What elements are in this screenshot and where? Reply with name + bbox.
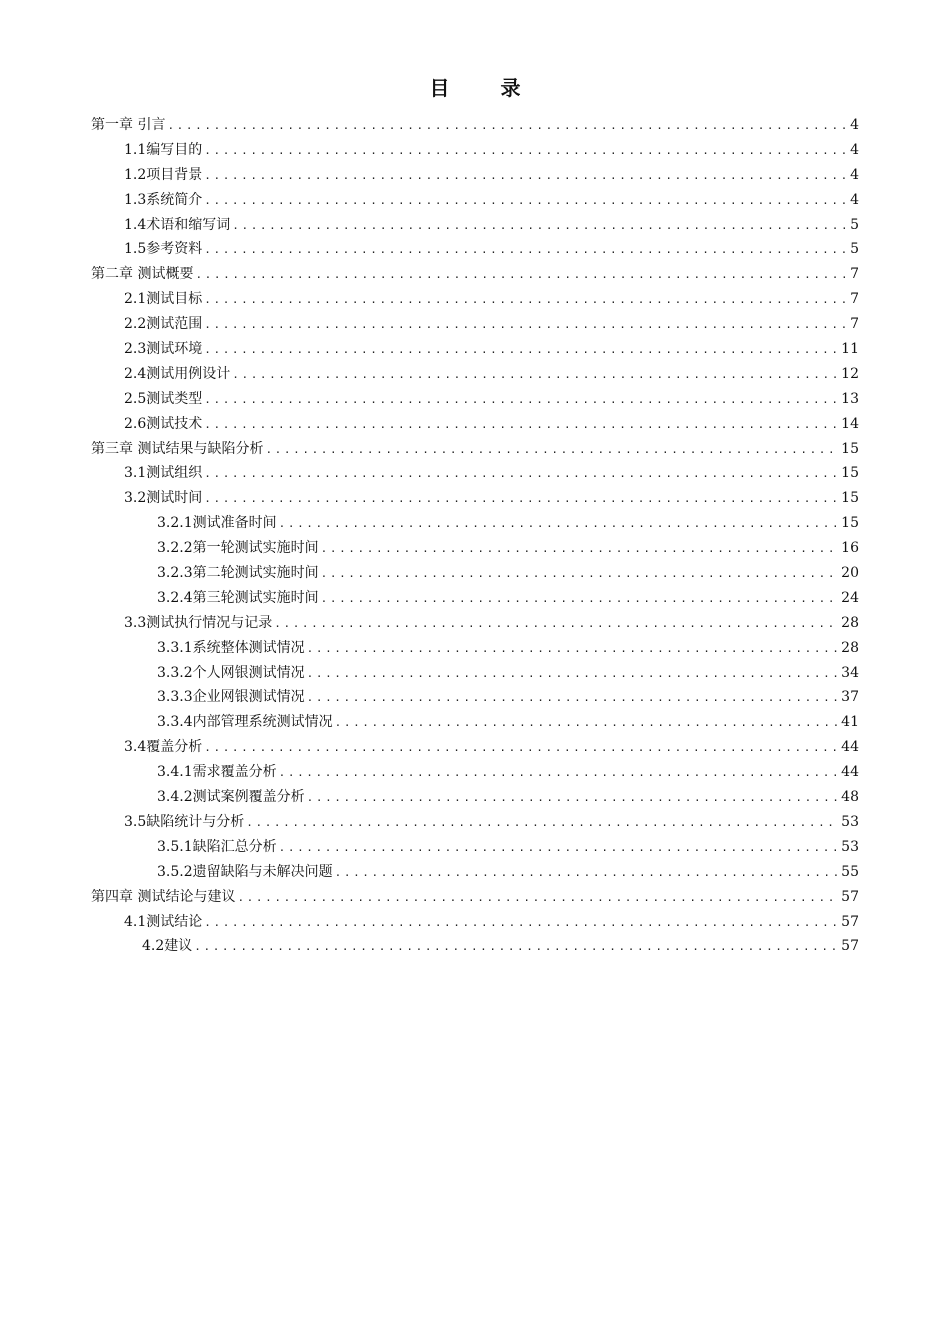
toc-entry-page-number: 53 [841, 838, 859, 855]
toc-entry-page-number: 7 [850, 291, 859, 308]
toc-dot-leader [195, 263, 848, 288]
toc-entry[interactable] [91, 287, 859, 312]
toc-entry-page-number: 15 [841, 440, 859, 457]
toc-entry[interactable] [91, 835, 859, 860]
toc-entry[interactable] [91, 885, 859, 910]
toc-entry-page-number: 44 [841, 764, 859, 781]
toc-entry[interactable] [91, 685, 859, 710]
toc-entry[interactable] [91, 810, 859, 835]
toc-entry-label: 1.1编写目的 [124, 141, 203, 158]
table-of-contents [91, 113, 859, 959]
toc-entry[interactable] [91, 163, 859, 188]
toc-entry-label: 第三章 测试结果与缺陷分析 [91, 440, 264, 457]
toc-dot-leader [265, 438, 839, 463]
toc-dot-leader [335, 861, 840, 886]
toc-dot-leader [279, 512, 840, 537]
toc-entry[interactable] [91, 262, 859, 287]
toc-entry[interactable] [91, 362, 859, 387]
toc-dot-leader [204, 413, 839, 438]
toc-entry-label: 第二章 测试概要 [91, 266, 194, 283]
toc-entry[interactable] [91, 461, 859, 486]
toc-entry-page-number: 14 [841, 415, 859, 432]
toc-entry-label: 3.5.2遗留缺陷与未解决问题 [157, 863, 333, 880]
toc-dot-leader [204, 462, 839, 487]
toc-entry-page-number: 57 [841, 888, 859, 905]
toc-entry-label: 3.2.2第一轮测试实施时间 [157, 540, 319, 557]
page-title: 目 录 [429, 76, 543, 100]
toc-dot-leader [321, 587, 840, 612]
toc-dot-leader [274, 612, 839, 637]
toc-entry-page-number: 15 [841, 515, 859, 532]
toc-dot-leader [279, 761, 840, 786]
toc-entry-page-number: 34 [841, 664, 859, 681]
toc-entry[interactable] [91, 910, 859, 935]
toc-entry[interactable] [91, 536, 859, 561]
toc-entry-label: 3.5.1缺陷汇总分析 [157, 838, 277, 855]
toc-entry-label: 3.4.1需求覆盖分析 [157, 764, 277, 781]
toc-entry-label: 2.3测试环境 [124, 341, 203, 358]
toc-entry-label: 3.2.1测试准备时间 [157, 515, 277, 532]
toc-entry-page-number: 16 [841, 540, 859, 557]
toc-entry-label: 3.3.3企业网银测试情况 [157, 689, 305, 706]
toc-entry-label: 4.1测试结论 [124, 913, 203, 930]
toc-entry-page-number: 37 [841, 689, 859, 706]
toc-entry-page-number: 11 [841, 341, 859, 358]
toc-dot-leader [335, 711, 840, 736]
toc-entry-page-number: 57 [841, 938, 859, 955]
toc-entry-page-number: 5 [850, 216, 859, 233]
toc-entry-label: 1.2项目背景 [124, 166, 203, 183]
toc-entry-page-number: 28 [841, 639, 859, 656]
toc-entry-label: 3.2.3第二轮测试实施时间 [157, 565, 319, 582]
toc-entry-page-number: 41 [841, 714, 859, 731]
toc-dot-leader [194, 935, 839, 960]
toc-dot-leader [204, 736, 839, 761]
toc-dot-leader [204, 189, 848, 214]
toc-entry-page-number: 12 [841, 365, 859, 382]
toc-entry[interactable] [91, 213, 859, 238]
toc-dot-leader [204, 911, 839, 936]
toc-entry-page-number: 24 [841, 589, 859, 606]
toc-dot-leader [204, 313, 848, 338]
toc-entry-label: 3.5缺陷统计与分析 [124, 813, 245, 830]
toc-entry[interactable] [91, 412, 859, 437]
toc-entry-page-number: 7 [850, 316, 859, 333]
toc-entry[interactable] [91, 511, 859, 536]
toc-dot-leader [307, 637, 840, 662]
toc-dot-leader [307, 686, 840, 711]
toc-entry[interactable] [91, 710, 859, 735]
toc-entry-page-number: 4 [850, 166, 859, 183]
toc-entry-page-number: 4 [850, 141, 859, 158]
toc-entry-label: 3.3.2个人网银测试情况 [157, 664, 305, 681]
toc-dot-leader [204, 388, 839, 413]
toc-entry-label: 3.1测试组织 [124, 465, 203, 482]
toc-entry-label: 3.3.1系统整体测试情况 [157, 639, 305, 656]
toc-entry[interactable] [91, 337, 859, 362]
toc-entry-page-number: 15 [841, 490, 859, 507]
toc-dot-leader [167, 114, 848, 139]
toc-dot-leader [204, 338, 839, 363]
toc-entry-label: 3.2测试时间 [124, 490, 203, 507]
toc-entry[interactable] [91, 188, 859, 213]
toc-entry-label: 4.2建议 [142, 938, 193, 955]
toc-entry[interactable] [91, 561, 859, 586]
toc-entry[interactable] [91, 138, 859, 163]
toc-entry-page-number: 4 [850, 117, 859, 133]
toc-entry-label: 3.2.4第三轮测试实施时间 [157, 589, 319, 606]
toc-entry-label: 2.2测试范围 [124, 316, 203, 333]
toc-entry[interactable] [91, 611, 859, 636]
toc-entry-label: 2.6测试技术 [124, 415, 203, 432]
toc-entry[interactable] [91, 237, 859, 262]
toc-entry-label: 第四章 测试结论与建议 [91, 888, 236, 905]
toc-dot-leader [204, 487, 839, 512]
toc-entry-label: 2.5测试类型 [124, 390, 203, 407]
toc-dot-leader [204, 139, 848, 164]
toc-entry-label: 3.4.2测试案例覆盖分析 [157, 789, 305, 806]
toc-entry-label: 3.3.4内部管理系统测试情况 [157, 714, 333, 731]
toc-entry-label: 1.5参考资料 [124, 241, 203, 258]
toc-entry[interactable] [91, 735, 859, 760]
toc-dot-leader [321, 562, 840, 587]
toc-dot-leader [232, 363, 839, 388]
toc-entry-label: 1.4术语和缩写词 [124, 216, 231, 233]
toc-entry[interactable] [91, 387, 859, 412]
toc-dot-leader [204, 238, 848, 263]
toc-entry-page-number: 4 [850, 191, 859, 208]
toc-entry-page-number: 13 [841, 390, 859, 407]
toc-entry-page-number: 44 [841, 739, 859, 756]
toc-entry-page-number: 7 [850, 266, 859, 283]
toc-entry-label: 2.1测试目标 [124, 291, 203, 308]
toc-entry-page-number: 55 [841, 863, 859, 880]
toc-dot-leader [232, 214, 848, 239]
toc-dot-leader [279, 836, 840, 861]
toc-entry[interactable] [91, 661, 859, 686]
toc-entry-page-number: 57 [841, 913, 859, 930]
toc-entry-label: 3.4覆盖分析 [124, 739, 203, 756]
toc-entry-label: 3.3测试执行情况与记录 [124, 614, 273, 631]
toc-entry[interactable] [91, 636, 859, 661]
toc-entry-page-number: 28 [841, 614, 859, 631]
toc-dot-leader [307, 662, 840, 687]
toc-entry[interactable] [91, 860, 859, 885]
toc-entry[interactable] [91, 437, 859, 462]
toc-entry-label: 1.3系统简介 [124, 191, 203, 208]
toc-dot-leader [204, 288, 848, 313]
toc-entry-page-number: 53 [841, 813, 859, 830]
toc-entry[interactable] [91, 934, 859, 959]
toc-entry[interactable] [91, 113, 859, 138]
toc-dot-leader [321, 537, 840, 562]
toc-entry[interactable] [91, 785, 859, 810]
toc-entry-label: 第一章 引言 [91, 117, 166, 133]
toc-entry[interactable] [91, 312, 859, 337]
toc-entry-page-number: 20 [841, 565, 859, 582]
toc-dot-leader [204, 164, 848, 189]
toc-entry-page-number: 48 [841, 789, 859, 806]
toc-entry[interactable] [91, 586, 859, 611]
toc-entry[interactable] [91, 760, 859, 785]
toc-entry-page-number: 15 [841, 465, 859, 482]
toc-entry-page-number: 5 [850, 241, 859, 258]
toc-dot-leader [237, 886, 839, 911]
toc-dot-leader [307, 786, 840, 811]
toc-entry-label: 2.4测试用例设计 [124, 365, 231, 382]
toc-dot-leader [246, 811, 839, 836]
toc-entry[interactable] [91, 486, 859, 511]
